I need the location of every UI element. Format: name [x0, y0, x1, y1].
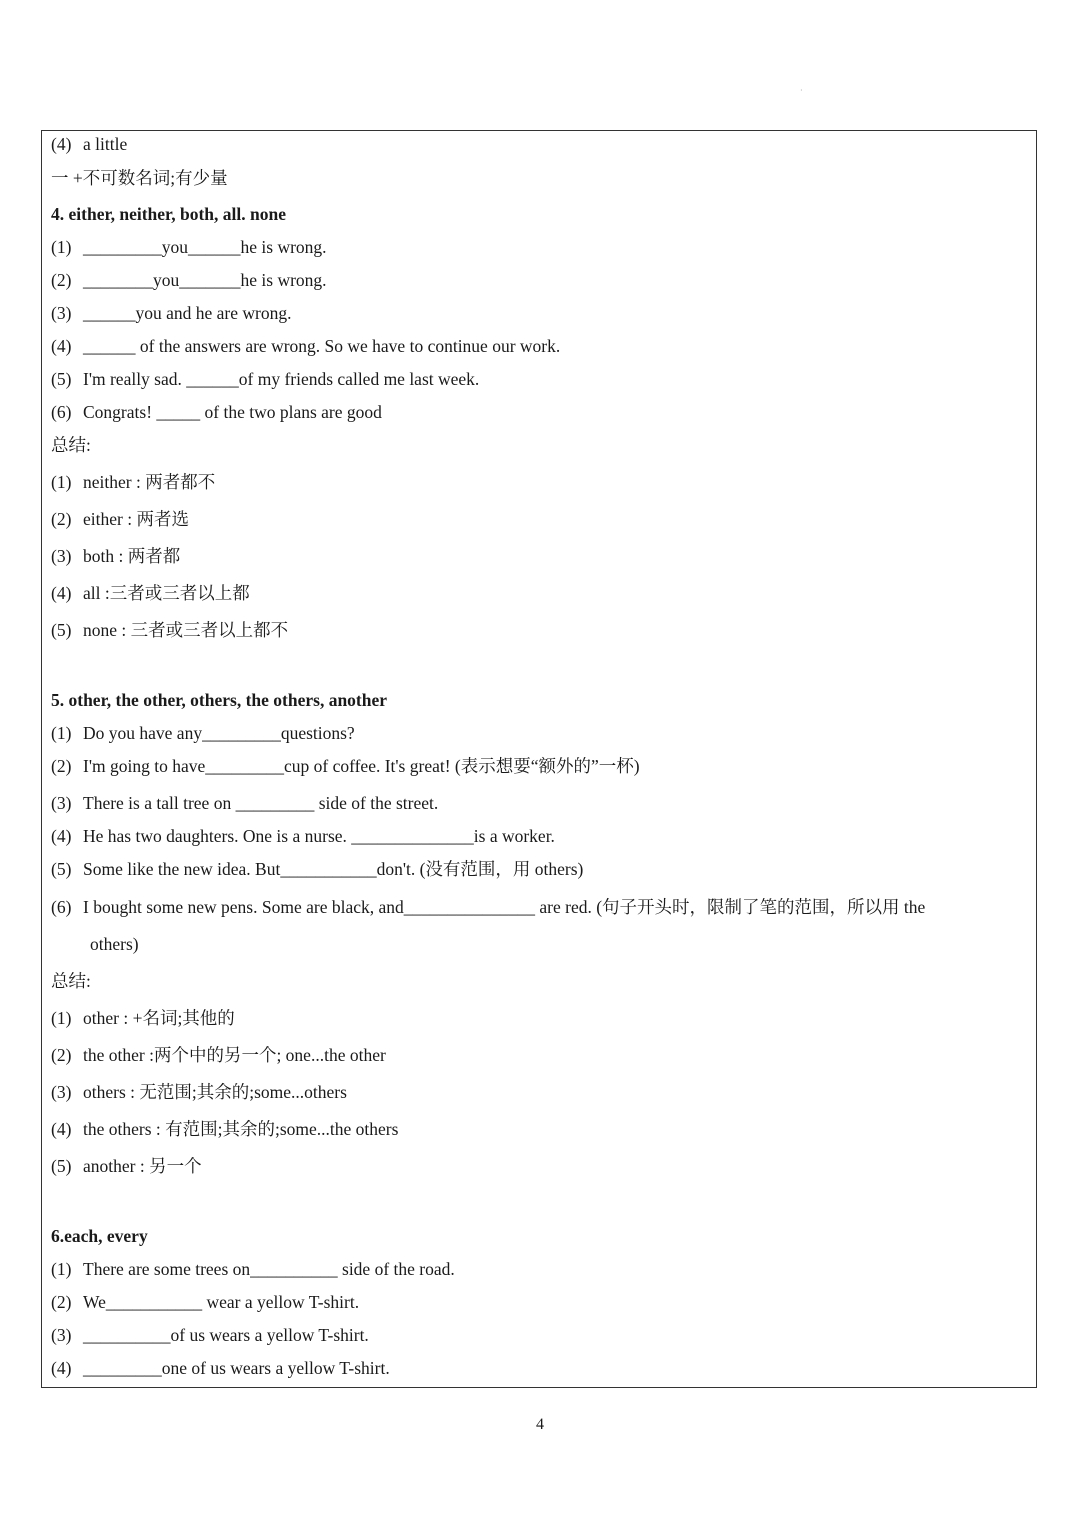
item-number: (2)	[51, 1045, 72, 1065]
item-number: (1)	[51, 1259, 72, 1279]
worksheet-line	[51, 1006, 235, 1030]
worksheet-line	[51, 132, 127, 156]
item-number: (4)	[51, 583, 72, 603]
item-number: (4)	[51, 1119, 72, 1139]
section-heading	[51, 202, 286, 226]
worksheet-line	[90, 932, 139, 956]
line-text: Some like the new idea. But___________don't. (没有范围，用 others)	[83, 859, 584, 879]
item-number: (3)	[51, 1325, 72, 1345]
line-text: There is a tall tree on _________ side of the street.	[83, 793, 439, 813]
item-number: (3)	[51, 546, 72, 566]
worksheet-line	[51, 1080, 347, 1104]
corner-mark: ·	[800, 86, 803, 95]
line-text: 5. other, the other, others, the others, another	[51, 690, 388, 710]
item-number: (6)	[51, 897, 72, 917]
worksheet-line	[51, 1323, 369, 1347]
worksheet-line	[51, 824, 555, 848]
worksheet-line	[51, 507, 189, 531]
worksheet-line	[51, 581, 250, 605]
item-number: (6)	[51, 402, 72, 422]
line-text: another : 另一个	[83, 1156, 202, 1176]
line-text: the other :两个中的另一个; one...the other	[83, 1045, 386, 1065]
line-text: 6.each, every	[51, 1226, 148, 1246]
line-text: 总结:	[51, 971, 91, 991]
worksheet-line	[51, 721, 355, 745]
item-number: (2)	[51, 756, 72, 776]
item-number: (5)	[51, 859, 72, 879]
item-number: (1)	[51, 237, 72, 257]
item-number: (4)	[51, 336, 72, 356]
line-text: I'm going to have_________cup of coffee. It's great! (表示想要“额外的”一杯)	[83, 756, 640, 776]
worksheet-line	[51, 1117, 398, 1141]
worksheet-line	[51, 1154, 202, 1178]
item-number: (4)	[51, 1358, 72, 1378]
line-text: 4. either, neither, both, all. none	[51, 204, 286, 224]
line-text: both : 两者都	[83, 546, 181, 566]
worksheet-line	[51, 754, 640, 778]
item-number: (2)	[51, 1292, 72, 1312]
worksheet-line	[51, 969, 91, 993]
line-text: ________you_______he is wrong.	[83, 270, 327, 290]
line-text: ______you and he are wrong.	[83, 303, 292, 323]
line-text: We___________ wear a yellow T-shirt.	[83, 1292, 360, 1312]
line-text: Congrats! _____ of the two plans are good	[83, 402, 382, 422]
line-text: other : +名词;其他的	[83, 1008, 235, 1028]
line-text: either : 两者选	[83, 509, 189, 529]
line-text: neither : 两者都不	[83, 472, 216, 492]
line-text: ______ of the answers are wrong. So we have to continue our work.	[83, 336, 561, 356]
line-text: others : 无范围;其余的;some...others	[83, 1082, 347, 1102]
item-number: (3)	[51, 303, 72, 323]
line-text: the others : 有范围;其余的;some...the others	[83, 1119, 399, 1139]
worksheet-line	[51, 235, 327, 259]
line-text: _________you______he is wrong.	[83, 237, 327, 257]
line-text: 一 +不可数名词;有少量	[51, 168, 228, 188]
line-text: others)	[90, 934, 139, 954]
line-text: __________of us wears a yellow T-shirt.	[83, 1325, 369, 1345]
line-text: I bought some new pens. Some are black, and_______________ are red. (句子开头时，限制了笔的范围，所以用 the	[83, 897, 926, 917]
worksheet-line	[51, 895, 925, 919]
worksheet-line	[51, 1290, 359, 1314]
worksheet-line	[51, 400, 382, 424]
line-text: a little	[83, 134, 128, 154]
worksheet-line	[51, 470, 215, 494]
line-text: none : 三者或三者以上都不	[83, 620, 289, 640]
line-text: Do you have any_________questions?	[83, 723, 355, 743]
page-number: 4	[536, 1416, 544, 1433]
item-number: (4)	[51, 826, 72, 846]
item-number: (1)	[51, 1008, 72, 1028]
item-number: (2)	[51, 509, 72, 529]
line-text: 总结:	[51, 435, 91, 455]
item-number: (3)	[51, 1082, 72, 1102]
worksheet-line	[51, 166, 228, 190]
worksheet-line	[51, 334, 560, 358]
worksheet-line	[51, 1356, 390, 1380]
worksheet-line	[51, 1257, 455, 1281]
line-text: _________one of us wears a yellow T-shirt.	[83, 1358, 390, 1378]
item-number: (5)	[51, 369, 72, 389]
line-text: He has two daughters. One is a nurse. ______________is a worker.	[83, 826, 555, 846]
item-number: (1)	[51, 472, 72, 492]
worksheet-line	[51, 791, 438, 815]
worksheet-line	[51, 618, 288, 642]
line-text: I'm really sad. ______of my friends called me last week.	[83, 369, 480, 389]
item-number: (3)	[51, 793, 72, 813]
item-number: (5)	[51, 620, 72, 640]
worksheet-line	[51, 433, 91, 457]
section-heading	[51, 688, 387, 712]
item-number: (4)	[51, 134, 72, 154]
section-heading	[51, 1224, 148, 1248]
worksheet-line	[51, 268, 327, 292]
item-number: (1)	[51, 723, 72, 743]
worksheet-line	[51, 857, 583, 881]
worksheet-line	[51, 301, 292, 325]
item-number: (5)	[51, 1156, 72, 1176]
item-number: (2)	[51, 270, 72, 290]
line-text: There are some trees on__________ side of the road.	[83, 1259, 455, 1279]
worksheet-line	[51, 1043, 386, 1067]
worksheet-line	[51, 544, 180, 568]
worksheet-line	[51, 367, 479, 391]
line-text: all :三者或三者以上都	[83, 583, 250, 603]
